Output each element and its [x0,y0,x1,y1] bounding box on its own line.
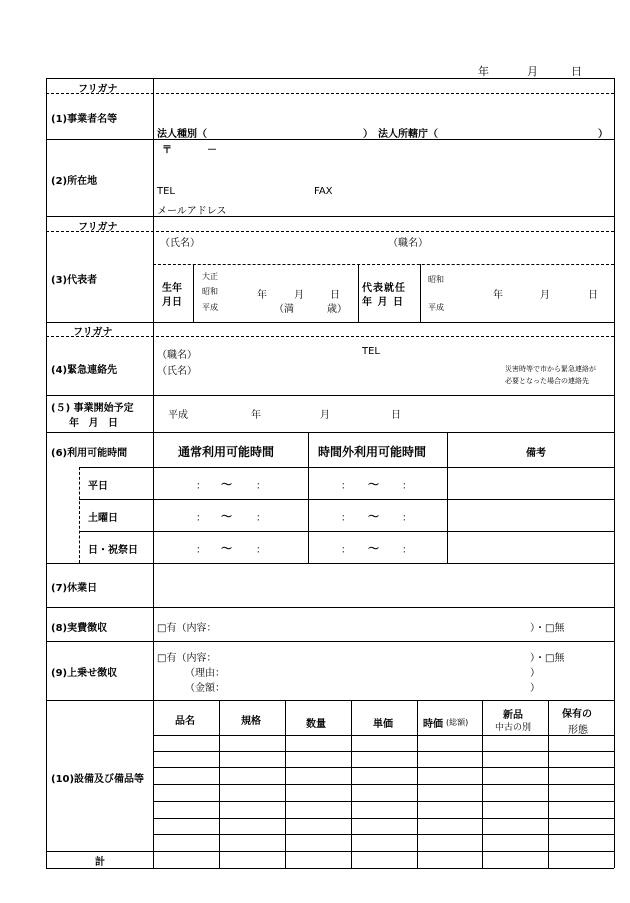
surcharge-label: (9)上乗せ徴収 [51,668,118,679]
era-heisei: 平成 [202,303,218,312]
emergency-name-label: （氏名） [157,366,197,377]
tilde: ～ [368,542,379,555]
colon: ： [402,545,412,556]
equipment-col-value: 時価 [423,719,443,730]
equipment-col-new-1: 新品 [503,710,523,721]
furigana-label-business: フリガナ [78,84,118,95]
colon: ： [402,513,412,524]
colon: ： [256,513,266,524]
equipment-col-spec: 規格 [241,716,261,727]
hours-col-remarks: 備考 [526,448,546,459]
appoint-day: 日 [588,290,598,301]
colon: ： [341,513,351,524]
appoint-year: 年 [493,290,503,301]
colon: ： [402,481,412,492]
email-label: メールアドレス [157,206,227,217]
equipment-col-qty: 数量 [306,719,326,730]
age-open: （満 [274,304,294,315]
header-month: 月 [527,65,538,78]
closed-label: (7)休業日 [51,583,98,594]
rep-label: (3)代表者 [51,275,98,286]
address-label: (2)所在地 [51,176,98,187]
birth-year: 年 [257,290,267,301]
furigana-label-emergency: フリガナ [73,327,113,338]
colon: ： [196,513,206,524]
office-close: ） [598,129,608,140]
appoint-label-1: 代表就任 [362,283,406,294]
tilde: ～ [221,510,232,523]
colon: ： [256,545,266,556]
hours-col-normal: 通常利用可能時間 [178,445,275,459]
surcharge-no: ）・□無 [530,653,565,664]
equipment-col-new-2: 中古の別 [495,723,532,733]
colon: ： [196,481,206,492]
emergency-tel-label: TEL [362,346,380,357]
appoint-month: 月 [540,290,550,301]
appoint-era-showa: 昭和 [428,275,444,284]
header-year: 年 [478,65,489,78]
rep-name-label: （氏名） [160,238,200,249]
fee-no: ）・□無 [530,623,565,634]
fee-label: (8)実費徴収 [51,623,108,634]
hours-label: (6)利用可能時間 [51,448,128,459]
appoint-era-heisei: 平成 [428,303,444,312]
hours-row-weekday: 平日 [88,481,108,492]
corp-type-close: ） [363,129,373,140]
tilde: ～ [368,478,379,491]
postal-dash: － [207,145,217,156]
fee-yes: □有（内容： [157,623,217,634]
office-label: 法人所轄庁（ [378,129,438,140]
start-year: 年 [251,410,261,421]
equipment-col-own-2: 形態 [568,725,588,736]
hours-row-holiday: 日・祝祭日 [88,545,138,556]
hours-row-saturday: 土曜日 [88,513,118,524]
emergency-note-1: 災害時等で市から緊急連絡が [505,365,596,373]
colon: ： [256,481,266,492]
header-day: 日 [571,65,582,78]
emergency-note-2: 必要となった場合の連絡先 [505,377,589,385]
appoint-label-2: 年 月 日 [362,297,404,308]
rep-title-label: （職名） [388,238,428,249]
birth-month: 月 [294,290,304,301]
start-era: 平成 [168,410,188,421]
emergency-title-label: （職名） [157,350,197,361]
start-label-1: (５) 事業開始予定 [51,403,134,414]
tilde: ～ [368,510,379,523]
age-close: 歳） [327,304,347,315]
emergency-label: (4)緊急連絡先 [51,365,118,376]
era-taisho: 大正 [202,272,218,281]
surcharge-amount: （金額： [185,683,225,694]
surcharge-yes: □有（内容： [157,653,217,664]
surcharge-reason: （理由： [185,668,225,679]
furigana-label-rep: フリガナ [78,222,118,233]
equipment-col-name: 品名 [175,716,195,727]
tilde: ～ [221,478,232,491]
surcharge-amount-close: ） [530,683,540,694]
business-label: (1)事業者名等 [51,114,118,125]
corp-type-label: 法人種別（ [157,129,207,140]
start-label-2: 年 月 日 [69,418,118,429]
tilde: ～ [221,542,232,555]
equipment-label: (10)設備及び備品等 [51,774,145,785]
equipment-col-price: 単価 [373,719,393,730]
hours-col-extra: 時間外利用可能時間 [318,445,427,459]
colon: ： [341,545,351,556]
equipment-col-value-sub: (総額) [446,718,469,727]
equipment-total-label: 計 [95,857,105,868]
colon: ： [341,481,351,492]
surcharge-reason-close: ） [530,668,540,679]
start-month: 月 [320,410,330,421]
birth-label-1: 生年 [162,283,182,294]
equipment-col-own-1: 保有の [562,709,592,720]
postal-mark: 〒 [162,145,172,156]
start-day: 日 [391,410,401,421]
era-showa: 昭和 [202,287,218,296]
fax-label: FAX [314,186,333,197]
birth-label-2: 月日 [162,297,182,308]
birth-day: 日 [330,290,340,301]
tel-label: TEL [157,186,175,197]
colon: ： [196,545,206,556]
